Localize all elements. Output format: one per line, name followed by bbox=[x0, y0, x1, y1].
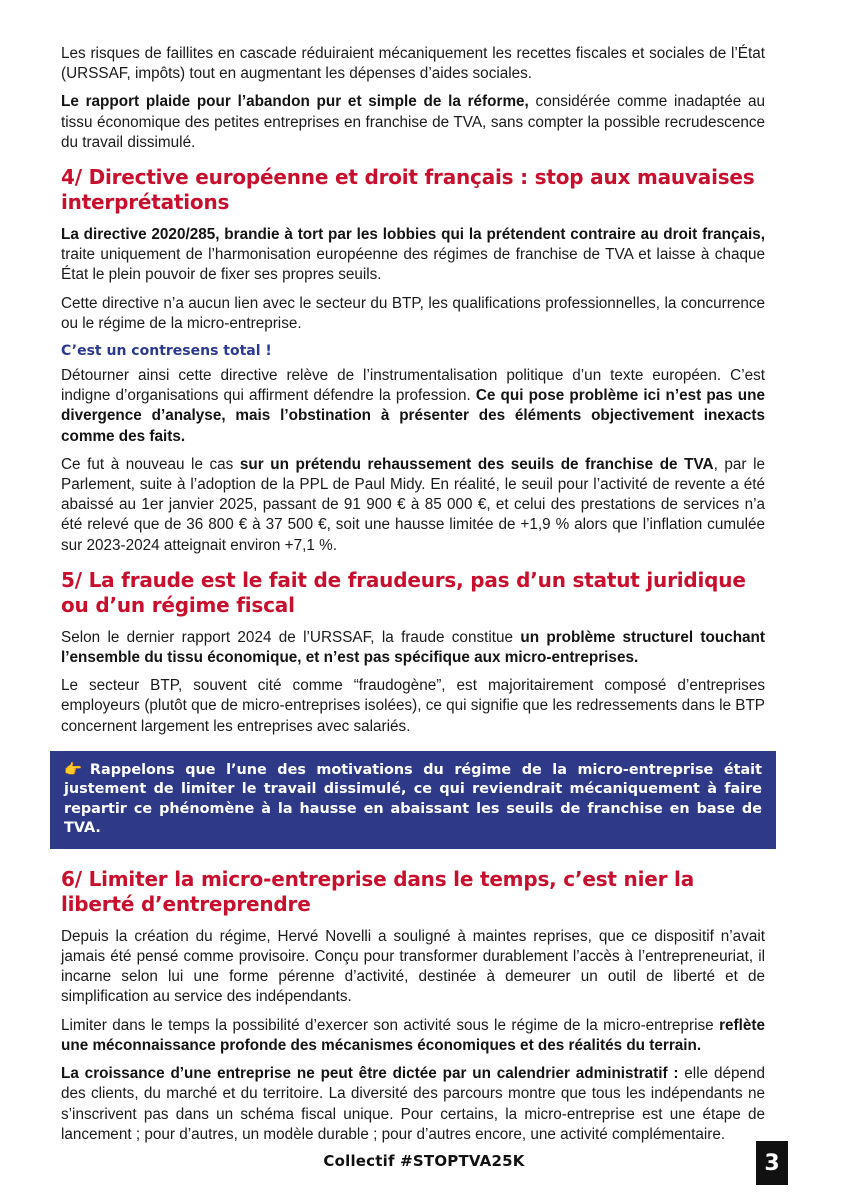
bold-text: Le rapport plaide pour l’abandon pur et simple de la réforme, bbox=[61, 93, 529, 111]
section-4-paragraph-1 bbox=[61, 225, 765, 286]
section-4-paragraph-4 bbox=[61, 455, 765, 556]
section-6-paragraph-2 bbox=[61, 1016, 765, 1056]
bold-text: reflète une méconnaissance profonde des mécanismes économiques et des réalités du terrain. bbox=[61, 1016, 765, 1054]
section-4-paragraph-2: Cette directive n’a aucun lien avec le secteur du BTP, les qualifications professionnelles, la concurrence ou le régime de la micro-entreprise. bbox=[61, 294, 765, 332]
intro-paragraph-1: Les risques de faillites en cascade réduiraient mécaniquement les recettes fiscales et sociales de l’État (URSSAF, impôts) tout en augmentant les dépenses d’aides sociales. bbox=[61, 45, 765, 83]
footer-collective-name: Collectif #STOPTVA25K bbox=[323, 1152, 525, 1170]
text-span: Limiter dans le temps la possibilité d’exercer son activité sous le régime de la micro-entreprise bbox=[61, 1016, 720, 1034]
section-4-paragraph-3 bbox=[61, 366, 765, 447]
section-5-heading: 5/ La fraude est le fait de fraudeurs, pas d’un statut juridique ou d’un régime fiscal bbox=[61, 567, 746, 617]
text-span: , par le Parlement, suite à l’adoption de la PPL de Paul Midy. En réalité, le seuil pour l’activité de revente a été abaissé au 1er janvier 2025, passant de 91 900 € à 85 000 €, et celui des prestations de services n’a été relevé que de 36 800 € à 37 500 €, soit une hausse limitée de +1,9 % alors que l’inflation cumulée sur 2023-2024 atteignait environ +7,1 %. bbox=[61, 455, 765, 554]
page-content bbox=[61, 44, 765, 1153]
section-6-paragraph-3 bbox=[61, 1064, 765, 1145]
section-6-heading: 6/ Limiter la micro-entreprise dans le temps, c’est nier la liberté d’entreprendre bbox=[61, 866, 694, 916]
callout-box bbox=[50, 751, 776, 849]
bold-text: un problème structurel touchant l’ensemble du tissu économique, et n’est pas spécifique aux micro-entreprises. bbox=[61, 628, 765, 667]
intro-paragraph-2 bbox=[61, 92, 765, 153]
section-4-subheading: C’est un contresens total ! bbox=[61, 343, 272, 360]
callout-text: Rappelons que l’une des motivations du régime de la micro-entreprise était justement de limiter le travail dissimulé, ce qui reviendrait mécaniquement à faire repartir ce phénomène à la hausse en abaissant les seuils de franchise en base de TVA. bbox=[64, 761, 762, 837]
text-span: considérée comme inadaptée au tissu économique des petites entreprises en franchise de TVA, sans compter la possible recrudescence du travail dissimulé. bbox=[61, 93, 765, 151]
page-number: 3 bbox=[756, 1141, 788, 1185]
text-span: Détourner ainsi cette directive relève de l’instrumentalisation politique d’un texte européen. C’est indigne d’organisations qui affirment défendre la profession. bbox=[61, 367, 765, 405]
bold-text: Ce qui pose problème ici n’est pas une divergence d’analyse, mais l’obstination à présenter des éléments objectivement inexacts comme des faits. bbox=[61, 387, 765, 445]
section-5-paragraph-2: Le secteur BTP, souvent cité comme “fraudogène”, est majoritairement composé d’entreprises employeurs (plutôt que de micro-entreprises isolées), ce qui signifie que les redressements dans le BTP concernent largement les entreprises avec salariés. bbox=[61, 677, 765, 735]
section-4-heading: 4/ Directive européenne et droit français : stop aux mauvaises interprétations bbox=[61, 165, 755, 215]
section-5-paragraph-1 bbox=[61, 628, 765, 668]
text-span: Ce fut à nouveau le cas bbox=[61, 455, 240, 473]
text-span: Selon le dernier rapport 2024 de l’URSSAF, la fraude constitue bbox=[61, 628, 521, 646]
text-span: traite uniquement de l’harmonisation européenne des régimes de franchise de TVA et laisse à chaque État le plein pouvoir de fixer ses propres seuils. bbox=[61, 246, 765, 284]
section-6-paragraph-1: Depuis la création du régime, Hervé Novelli a souligné à maintes reprises, que ce dispositif n’avait jamais été pensé comme provisoire. Conçu pour transformer durablement l’accès à l’entrepreneuriat, il incarne selon lui une forme pérenne d’activité, destinée à demeurer un outil de liberté et de simplification au service des indépendants. bbox=[61, 927, 765, 1006]
bold-text: La directive 2020/285, brandie à tort par les lobbies qui la prétendent contraire au droit français, bbox=[61, 226, 765, 244]
text-span: elle dépend des clients, du marché et du territoire. La diversité des parcours montre que tous les indépendants ne s’inscrivent pas dans un schéma fiscal unique. Pour certains, la micro-entreprise est une étape de lancement ; pour d’autres, un modèle durable ; pour d’autres encore, une activité complémentaire. bbox=[61, 1065, 765, 1143]
bold-text: La croissance d’une entreprise ne peut être dictée par un calendrier administratif : bbox=[61, 1065, 679, 1083]
bold-text: sur un prétendu rehaussement des seuils de franchise de TVA bbox=[239, 455, 714, 473]
pointing-hand-icon: 👉 bbox=[64, 761, 82, 778]
